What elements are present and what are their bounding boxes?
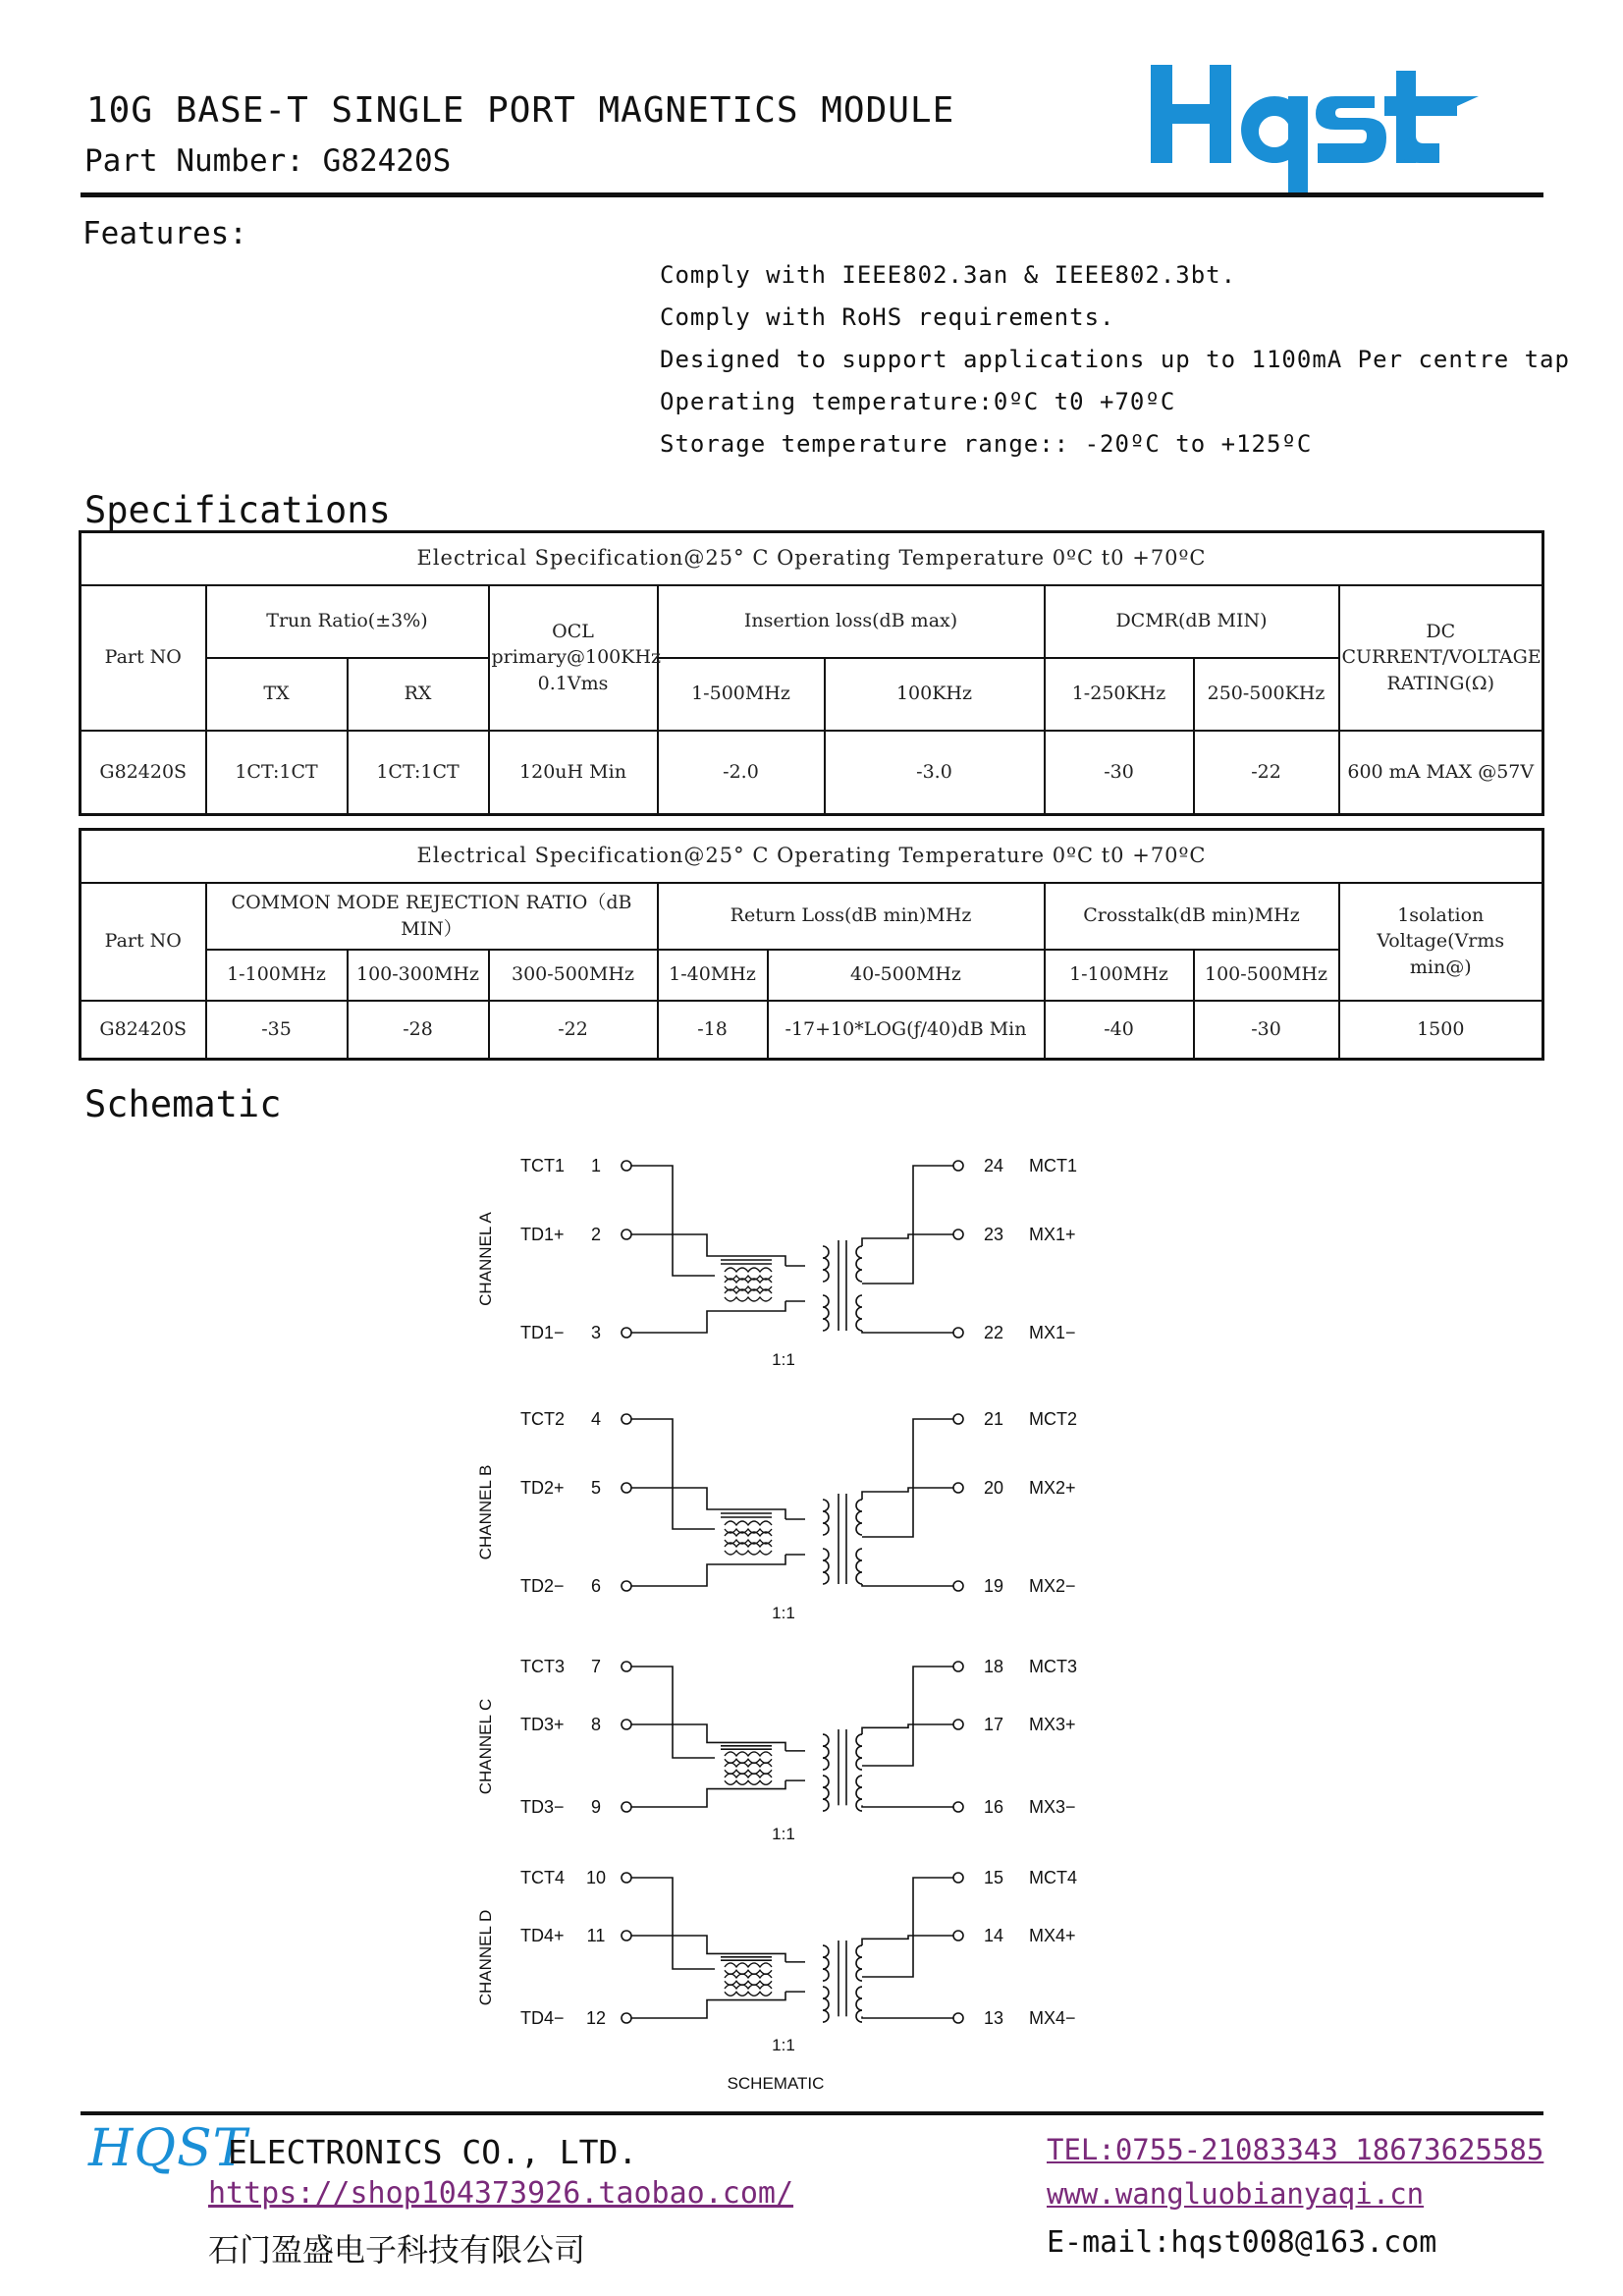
header-il-1: 1-500MHz [658,658,825,731]
schematic-channel [476,1868,1077,2054]
header-dcmr: DCMR(dB MIN) [1045,585,1339,658]
pin-name: MCT1 [1029,1156,1077,1175]
header-ocl-line: OCL [552,620,594,642]
cell: -30 [1194,1001,1339,1060]
hqst-logo [1149,57,1483,202]
cell: -22 [489,1001,658,1060]
pin-name: TD1+ [520,1225,565,1244]
pin-number: 8 [590,1715,602,1734]
pin-terminal [622,1230,631,1239]
schematic-channel [476,1657,1077,1843]
footer-divider [81,2111,1543,2115]
header-insertion-loss: Insertion loss(dB max) [658,585,1045,658]
pin-number: 6 [590,1576,602,1596]
header-part-no: Part NO [81,585,206,731]
channel-label: CHANNEL D [476,1909,495,2006]
cell: -40 [1045,1001,1194,1060]
footer-brand: HQST [88,2119,248,2178]
pin-name: MX4− [1029,2008,1076,2028]
pin-number: 3 [590,1323,602,1342]
pin-number: 7 [590,1657,602,1676]
pin-terminal [622,1662,631,1671]
cell: 1CT:1CT [206,731,348,815]
header-isolation [1339,883,1543,1001]
cell: -30 [1045,731,1194,815]
pin-name: MX3+ [1029,1715,1076,1734]
footer-company-cn: 石门盈盛电子科技有限公司 [208,2231,586,2269]
table-row [81,731,1543,815]
pin-terminal [622,1873,631,1883]
header-cmrr: COMMON MODE REJECTION RATIO（dB MIN） [206,883,658,950]
footer-company: ELECTRONICS CO., LTD. [228,2133,638,2171]
pin-name: MX2+ [1029,1478,1076,1498]
feature-item: Operating temperature:0ºC t0 +70ºC [660,388,1176,415]
schematic-heading: Schematic [84,1083,282,1125]
cell: 120uH Min [489,731,658,815]
header-ocl [489,585,662,731]
header-dc-rating [1339,585,1543,731]
header-cmrr-3: 300-500MHz [489,950,658,1001]
specifications-heading: Specifications [84,489,391,531]
header-isolation-line: min@) [1409,956,1472,978]
header-divider [81,192,1543,197]
feature-item: Comply with IEEE802.3an & IEEE802.3bt. [660,261,1237,289]
footer-website-link[interactable]: www.wangluobianyaqi.cn [1047,2177,1425,2211]
header-turn-ratio: Trun Ratio(±3%) [206,585,489,658]
pin-terminal [953,1328,963,1338]
pin-number: 2 [590,1225,602,1244]
pin-number: 14 [984,1926,1004,1945]
cell: G82420S [81,731,206,815]
header-return-loss: Return Loss(dB min)MHz [658,883,1045,950]
pin-number: 13 [984,2008,1004,2028]
pin-terminal [953,1414,963,1424]
pin-name: TD1− [520,1323,565,1342]
pin-terminal [622,1581,631,1591]
cell: -17+10*LOG(ƒ/40)dB Min [768,1001,1045,1060]
feature-item: Designed to support applications up to 1100mA Per centre tap [660,346,1570,373]
pin-number: 21 [984,1409,1004,1429]
turns-ratio-label: 1:1 [772,2036,795,2054]
header-rl-2: 40-500MHz [768,950,1045,1001]
pin-terminal [622,1483,631,1493]
cell: -18 [658,1001,768,1060]
header-dc-line: RATING(Ω) [1386,672,1495,694]
channel-label: CHANNEL B [476,1464,495,1560]
pin-number: 16 [984,1797,1004,1817]
pin-terminal [953,1802,963,1812]
channel-label: CHANNEL C [476,1698,495,1795]
cell: G82420S [81,1001,206,1060]
pin-name: MX3− [1029,1797,1076,1817]
pin-name: TD2− [520,1576,565,1596]
header-dcmr-1: 1-250KHz [1045,658,1194,731]
pin-number: 22 [984,1323,1004,1342]
header-rx: RX [348,658,489,731]
cell: -3.0 [825,731,1045,815]
pin-terminal [622,1328,631,1338]
header-tx: TX [206,658,348,731]
pin-terminal [953,2013,963,2023]
pin-name: TD4+ [520,1926,565,1945]
schematic-channel [476,1409,1077,1622]
pin-terminal [622,1720,631,1729]
pin-name: MCT4 [1029,1868,1077,1887]
pin-terminal [953,1931,963,1941]
pin-name: TCT1 [520,1156,565,1175]
pin-number: 11 [586,1926,606,1945]
pin-number: 18 [984,1657,1004,1676]
pin-name: TD4− [520,2008,565,2028]
pin-number: 4 [590,1409,602,1429]
pin-terminal [622,2013,631,2023]
header-crosstalk: Crosstalk(dB min)MHz [1045,883,1339,950]
part-number: Part Number: G82420S [84,143,452,179]
table-caption: Electrical Specification@25° C Operating Temperature 0ºC t0 +70ºC [81,830,1543,883]
pin-number: 5 [590,1478,602,1498]
pin-terminal [953,1662,963,1671]
footer-shop-link[interactable]: https://shop104373926.taobao.com/ [208,2176,794,2211]
header-dc-line: DC [1426,620,1456,642]
feature-item: Comply with RoHS requirements. [660,303,1115,331]
header-part-no: Part NO [81,883,206,1001]
pin-number: 17 [984,1715,1004,1734]
pin-name: MX1− [1029,1323,1076,1342]
cell: 600 mA MAX @57V [1339,731,1543,815]
channel-label: CHANNEL A [476,1212,495,1306]
cell: -35 [206,1001,348,1060]
header-isolation-line: 1solation [1397,903,1485,926]
feature-item: Storage temperature range:: -20ºC to +125ºC [660,430,1313,458]
pin-name: MX1+ [1029,1225,1076,1244]
pin-number: 1 [590,1156,602,1175]
header-ocl-line: 0.1Vms [537,672,609,694]
header-dc-line: CURRENT/VOLTAGE [1341,646,1542,669]
pin-name: MX4+ [1029,1926,1076,1945]
pin-name: MCT3 [1029,1657,1077,1676]
electrical-spec-table-2 [79,828,1544,1061]
pin-terminal [622,1802,631,1812]
header-ocl-line: primary@100KHz [491,646,662,669]
pin-number: 20 [984,1478,1004,1498]
pin-number: 12 [585,2008,607,2028]
pin-name: MCT2 [1029,1409,1077,1429]
header-isolation-line: Voltage(Vrms [1377,930,1505,953]
header-il-2: 100KHz [825,658,1045,731]
pin-number: 15 [984,1868,1004,1887]
pin-name: TCT4 [520,1868,565,1887]
pin-terminal [953,1720,963,1729]
cell: -22 [1194,731,1339,815]
pin-number: 24 [984,1156,1004,1175]
pin-number: 10 [585,1868,607,1887]
header-rl-1: 1-40MHz [658,950,768,1001]
pin-terminal [953,1161,963,1171]
pin-terminal [622,1414,631,1424]
footer-tel-link[interactable]: TEL:0755-21083343 18673625585 [1047,2133,1544,2166]
pin-terminal [953,1230,963,1239]
pin-name: TD3+ [520,1715,565,1734]
pin-number: 23 [984,1225,1004,1244]
header-cmrr-2: 100-300MHz [348,950,489,1001]
schematic-channel [476,1156,1077,1369]
document-title: 10G BASE-T SINGLE PORT MAGNETICS MODULE [86,90,955,131]
footer-email: E-mail:hqst008@163.com [1047,2225,1437,2260]
pin-terminal [953,1873,963,1883]
pin-terminal [622,1161,631,1171]
pin-number: 9 [590,1797,602,1817]
turns-ratio-label: 1:1 [772,1825,795,1843]
table-row [81,1001,1543,1060]
header-ct-1: 1-100MHz [1045,950,1194,1001]
pin-terminal [953,1483,963,1493]
features-heading: Features: [82,216,247,251]
schematic-diagram [461,1139,1129,2102]
electrical-spec-table-1 [79,530,1544,816]
pin-name: TCT3 [520,1657,565,1676]
pin-terminal [953,1581,963,1591]
pin-name: TD2+ [520,1478,565,1498]
logo-text [1151,65,1479,194]
cell: -28 [348,1001,489,1060]
schematic-caption: SCHEMATIC [727,2074,825,2093]
header-cmrr-1: 1-100MHz [206,950,348,1001]
pin-name: MX2− [1029,1576,1076,1596]
pin-name: TD3− [520,1797,565,1817]
table-caption: Electrical Specification@25° C Operating Temperature 0ºC t0 +70ºC [81,532,1543,585]
pin-terminal [622,1931,631,1941]
turns-ratio-label: 1:1 [772,1604,795,1622]
cell: 1500 [1339,1001,1543,1060]
pin-name: TCT2 [520,1409,565,1429]
cell: 1CT:1CT [348,731,489,815]
cell: -2.0 [658,731,825,815]
header-ct-2: 100-500MHz [1194,950,1339,1001]
header-dcmr-2: 250-500KHz [1194,658,1339,731]
turns-ratio-label: 1:1 [772,1350,795,1369]
pin-number: 19 [984,1576,1004,1596]
